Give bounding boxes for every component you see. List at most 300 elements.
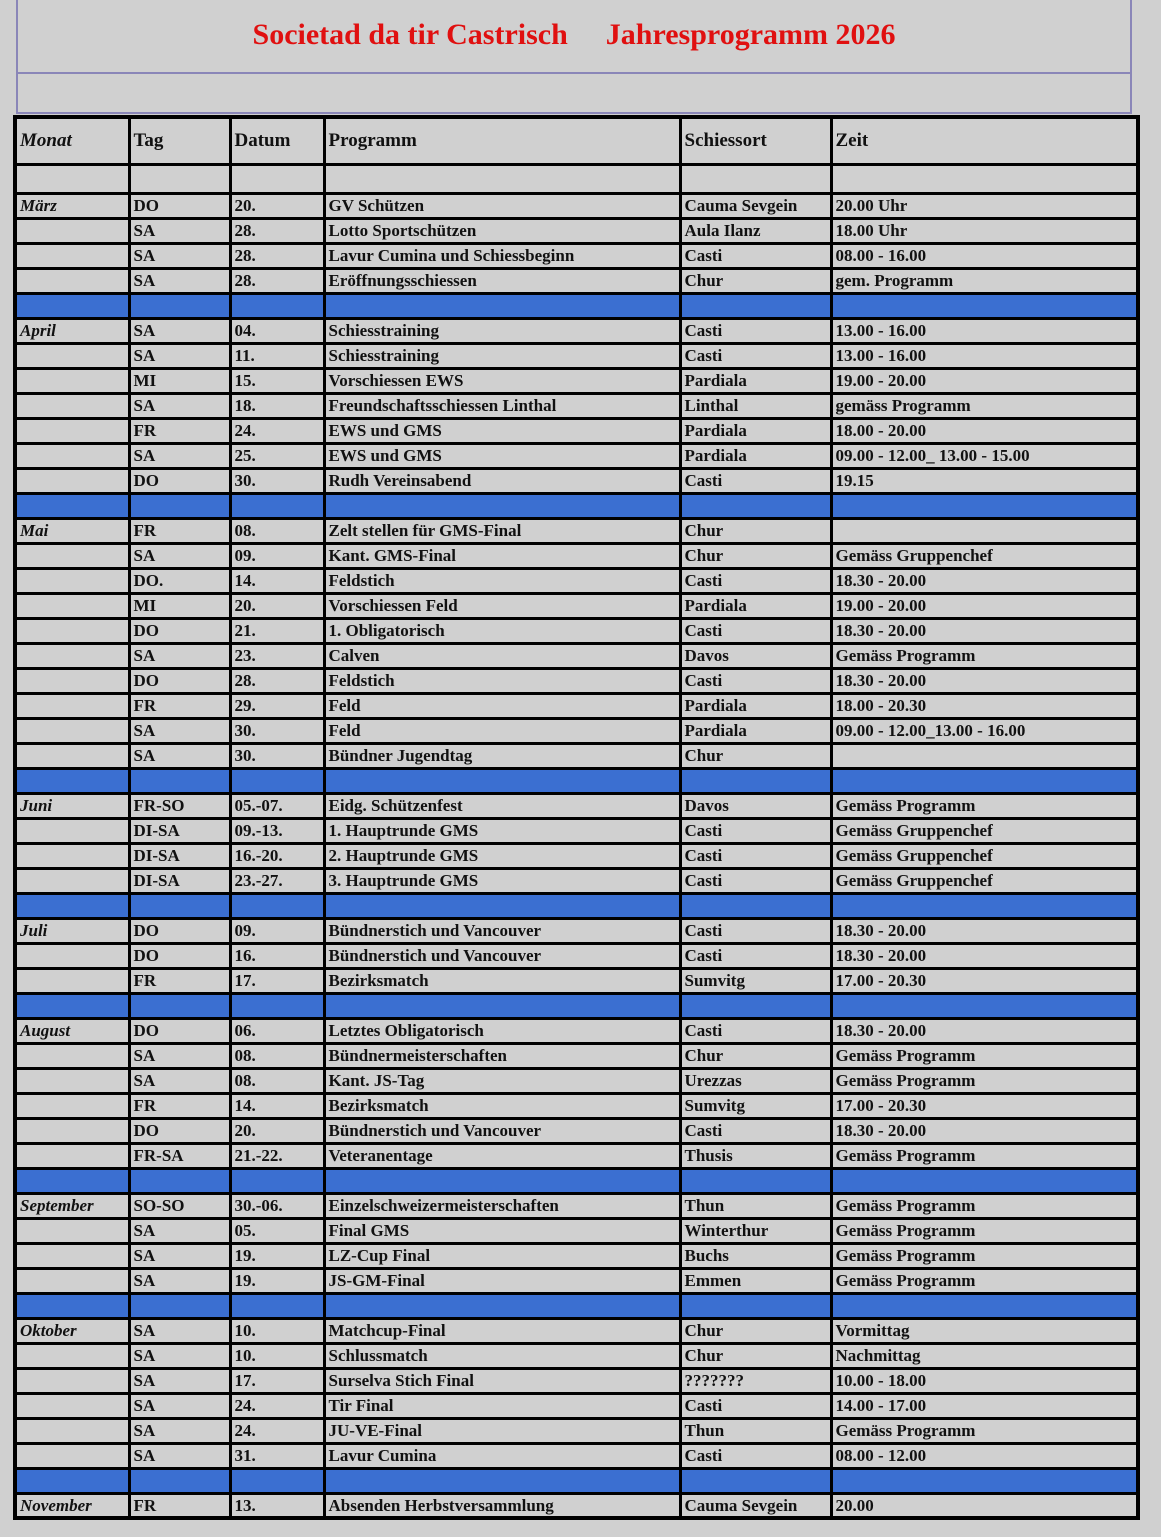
cell-ort: Pardiala xyxy=(680,443,831,468)
table-row xyxy=(15,1193,1138,1218)
cell-monat xyxy=(15,1443,129,1468)
cell-tag: FR xyxy=(129,1493,230,1518)
cell-monat xyxy=(15,1268,129,1293)
cell-programm: EWS und GMS xyxy=(324,418,680,443)
cell-programm: Einzelschweizermeisterschaften xyxy=(324,1193,680,1218)
program-table xyxy=(13,115,1140,1520)
cell-datum: 05.-07. xyxy=(230,793,324,818)
cell-ort: Emmen xyxy=(680,1268,831,1293)
cell-datum: 06. xyxy=(230,1018,324,1043)
cell-ort: Pardiala xyxy=(680,718,831,743)
cell-programm: GV Schützen xyxy=(324,193,680,218)
table-row xyxy=(15,243,1138,268)
cell-monat xyxy=(15,593,129,618)
table-row xyxy=(15,1443,1138,1468)
cell-programm: Eröffnungsschiessen xyxy=(324,268,680,293)
cell-ort: Chur xyxy=(680,518,831,543)
cell-zeit: 20.00 xyxy=(831,1493,1138,1518)
cell-datum: 20. xyxy=(230,1118,324,1143)
col-header-schiessort: Schiessort xyxy=(680,117,831,164)
cell-datum: 19. xyxy=(230,1268,324,1293)
cell-tag: DI-SA xyxy=(129,843,230,868)
cell-tag: SA xyxy=(129,1368,230,1393)
cell-monat: März xyxy=(15,193,129,218)
table-row xyxy=(15,793,1138,818)
cell-ort: Casti xyxy=(680,843,831,868)
cell-monat xyxy=(15,868,129,893)
cell-ort: Chur xyxy=(680,543,831,568)
cell-zeit: 18.30 - 20.00 xyxy=(831,943,1138,968)
cell-monat xyxy=(15,1043,129,1068)
cell-ort: Sumvitg xyxy=(680,968,831,993)
cell-zeit: 17.00 - 20.30 xyxy=(831,1093,1138,1118)
cell-zeit: Gemäss Programm xyxy=(831,1218,1138,1243)
cell-monat xyxy=(15,568,129,593)
club-name: Societad da tir Castrisch xyxy=(252,18,568,51)
cell-zeit: 10.00 - 18.00 xyxy=(831,1368,1138,1393)
table-row xyxy=(15,668,1138,693)
cell-ort: Cauma Sevgein xyxy=(680,193,831,218)
cell-tag: MI xyxy=(129,593,230,618)
cell-datum: 20. xyxy=(230,593,324,618)
cell-zeit: 18.00 Uhr xyxy=(831,218,1138,243)
month-separator-row xyxy=(15,993,1138,1018)
cell-programm: Feldstich xyxy=(324,568,680,593)
cell-tag: SA xyxy=(129,1318,230,1343)
cell-zeit: 19.00 - 20.00 xyxy=(831,593,1138,618)
cell-zeit: 13.00 - 16.00 xyxy=(831,343,1138,368)
cell-datum: 19. xyxy=(230,1243,324,1268)
cell-tag: FR xyxy=(129,1093,230,1118)
cell-programm: Surselva Stich Final xyxy=(324,1368,680,1393)
cell-ort: Casti xyxy=(680,918,831,943)
cell-zeit: Gemäss Programm xyxy=(831,793,1138,818)
cell-tag: FR xyxy=(129,968,230,993)
cell-datum: 15. xyxy=(230,368,324,393)
cell-programm: Vorschiessen Feld xyxy=(324,593,680,618)
cell-zeit: 17.00 - 20.30 xyxy=(831,968,1138,993)
cell-programm: Bündnerstich und Vancouver xyxy=(324,943,680,968)
cell-monat xyxy=(15,343,129,368)
cell-ort: Casti xyxy=(680,868,831,893)
cell-ort: Casti xyxy=(680,818,831,843)
table-row xyxy=(15,393,1138,418)
cell-programm: Rudh Vereinsabend xyxy=(324,468,680,493)
table-body xyxy=(15,193,1138,1518)
cell-ort: Casti xyxy=(680,1443,831,1468)
cell-zeit: gem. Programm xyxy=(831,268,1138,293)
cell-datum: 14. xyxy=(230,568,324,593)
cell-ort: Thusis xyxy=(680,1143,831,1168)
cell-programm: Lotto Sportschützen xyxy=(324,218,680,243)
cell-datum: 16.-20. xyxy=(230,843,324,868)
cell-programm: Feldstich xyxy=(324,668,680,693)
cell-monat xyxy=(15,393,129,418)
cell-monat xyxy=(15,1368,129,1393)
cell-ort: Aula Ilanz xyxy=(680,218,831,243)
table-row xyxy=(15,743,1138,768)
cell-ort: Casti xyxy=(680,943,831,968)
table-row xyxy=(15,218,1138,243)
cell-programm: EWS und GMS xyxy=(324,443,680,468)
table-row xyxy=(15,593,1138,618)
cell-monat xyxy=(15,218,129,243)
table-row xyxy=(15,1343,1138,1368)
program-title: Jahresprogramm 2026 xyxy=(605,18,896,51)
cell-programm: Freundschaftsschiessen Linthal xyxy=(324,393,680,418)
cell-zeit: Nachmittag xyxy=(831,1343,1138,1368)
cell-monat xyxy=(15,1068,129,1093)
cell-ort: Chur xyxy=(680,743,831,768)
cell-datum: 30.-06. xyxy=(230,1193,324,1218)
cell-zeit: 09.00 - 12.00_13.00 - 16.00 xyxy=(831,718,1138,743)
table-row xyxy=(15,443,1138,468)
cell-programm: Final GMS xyxy=(324,1218,680,1243)
cell-programm: Schiesstraining xyxy=(324,318,680,343)
cell-programm: Veteranentage xyxy=(324,1143,680,1168)
cell-zeit: 14.00 - 17.00 xyxy=(831,1393,1138,1418)
cell-monat xyxy=(15,743,129,768)
cell-monat: Mai xyxy=(15,518,129,543)
table-row xyxy=(15,1118,1138,1143)
cell-programm: 1. Obligatorisch xyxy=(324,618,680,643)
cell-zeit: Vormittag xyxy=(831,1318,1138,1343)
cell-tag: FR xyxy=(129,418,230,443)
cell-tag: SA xyxy=(129,743,230,768)
cell-datum: 09. xyxy=(230,543,324,568)
cell-ort: Thun xyxy=(680,1418,831,1443)
cell-monat xyxy=(15,718,129,743)
cell-tag: SA xyxy=(129,1443,230,1468)
cell-programm: 3. Hauptrunde GMS xyxy=(324,868,680,893)
cell-datum: 30. xyxy=(230,468,324,493)
cell-programm: Bündner Jugendtag xyxy=(324,743,680,768)
cell-datum: 28. xyxy=(230,218,324,243)
table-header xyxy=(15,117,1138,164)
cell-datum: 14. xyxy=(230,1093,324,1118)
month-separator-row xyxy=(15,1468,1138,1493)
table-row xyxy=(15,1243,1138,1268)
cell-zeit: 19.00 - 20.00 xyxy=(831,368,1138,393)
cell-ort: Winterthur xyxy=(680,1218,831,1243)
cell-datum: 30. xyxy=(230,718,324,743)
cell-datum: 08. xyxy=(230,518,324,543)
cell-zeit: Gemäss Programm xyxy=(831,1143,1138,1168)
cell-datum: 09.-13. xyxy=(230,818,324,843)
cell-zeit: 18.30 - 20.00 xyxy=(831,618,1138,643)
cell-ort: Linthal xyxy=(680,393,831,418)
cell-programm: Zelt stellen für GMS-Final xyxy=(324,518,680,543)
cell-ort: Pardiala xyxy=(680,593,831,618)
cell-programm: Schlussmatch xyxy=(324,1343,680,1368)
cell-zeit: Gemäss Gruppenchef xyxy=(831,543,1138,568)
cell-monat xyxy=(15,618,129,643)
cell-zeit: Gemäss Gruppenchef xyxy=(831,818,1138,843)
cell-ort: Thun xyxy=(680,1193,831,1218)
cell-monat: September xyxy=(15,1193,129,1218)
cell-programm: LZ-Cup Final xyxy=(324,1243,680,1268)
cell-programm: Bündnermeisterschaften xyxy=(324,1043,680,1068)
cell-monat xyxy=(15,643,129,668)
table-row xyxy=(15,818,1138,843)
cell-programm: Letztes Obligatorisch xyxy=(324,1018,680,1043)
cell-datum: 24. xyxy=(230,418,324,443)
cell-monat xyxy=(15,243,129,268)
table-row xyxy=(15,693,1138,718)
cell-monat: August xyxy=(15,1018,129,1043)
cell-programm: Tir Final xyxy=(324,1393,680,1418)
cell-tag: SA xyxy=(129,1343,230,1368)
cell-datum: 18. xyxy=(230,393,324,418)
cell-tag: SA xyxy=(129,1243,230,1268)
cell-programm: JU-VE-Final xyxy=(324,1418,680,1443)
cell-datum: 30. xyxy=(230,743,324,768)
cell-ort: Pardiala xyxy=(680,693,831,718)
table-row xyxy=(15,1093,1138,1118)
table-row xyxy=(15,568,1138,593)
table-row xyxy=(15,518,1138,543)
cell-datum: 13. xyxy=(230,1493,324,1518)
cell-programm: JS-GM-Final xyxy=(324,1268,680,1293)
table-row xyxy=(15,418,1138,443)
cell-ort: Casti xyxy=(680,1018,831,1043)
cell-programm: Feld xyxy=(324,718,680,743)
table-row xyxy=(15,1393,1138,1418)
cell-monat xyxy=(15,1143,129,1168)
cell-datum: 09. xyxy=(230,918,324,943)
table-row xyxy=(15,543,1138,568)
cell-zeit: 20.00 Uhr xyxy=(831,193,1138,218)
month-separator-row xyxy=(15,293,1138,318)
cell-datum: 23.-27. xyxy=(230,868,324,893)
month-separator-row xyxy=(15,1168,1138,1193)
cell-monat xyxy=(15,943,129,968)
cell-datum: 21.-22. xyxy=(230,1143,324,1168)
cell-monat xyxy=(15,1343,129,1368)
col-header-datum: Datum xyxy=(230,117,324,164)
cell-tag: SA xyxy=(129,243,230,268)
cell-tag: SA xyxy=(129,718,230,743)
cell-datum: 16. xyxy=(230,943,324,968)
cell-tag: SA xyxy=(129,393,230,418)
cell-datum: 04. xyxy=(230,318,324,343)
cell-tag: DO. xyxy=(129,568,230,593)
cell-datum: 23. xyxy=(230,643,324,668)
cell-zeit xyxy=(831,743,1138,768)
cell-programm: Eidg. Schützenfest xyxy=(324,793,680,818)
cell-zeit: Gemäss Programm xyxy=(831,1193,1138,1218)
cell-ort: Pardiala xyxy=(680,418,831,443)
cell-ort: Pardiala xyxy=(680,368,831,393)
cell-tag: DO xyxy=(129,1018,230,1043)
cell-tag: FR xyxy=(129,693,230,718)
table-row xyxy=(15,1368,1138,1393)
cell-zeit: Gemäss Programm xyxy=(831,643,1138,668)
table-row xyxy=(15,193,1138,218)
cell-tag: DO xyxy=(129,193,230,218)
table-row xyxy=(15,868,1138,893)
cell-ort: Casti xyxy=(680,1393,831,1418)
cell-programm: Kant. GMS-Final xyxy=(324,543,680,568)
cell-ort: Casti xyxy=(680,468,831,493)
cell-tag: SA xyxy=(129,1393,230,1418)
cell-ort: Casti xyxy=(680,318,831,343)
cell-ort: Chur xyxy=(680,268,831,293)
cell-programm: Feld xyxy=(324,693,680,718)
cell-zeit: 09.00 - 12.00_ 13.00 - 15.00 xyxy=(831,443,1138,468)
cell-datum: 25. xyxy=(230,443,324,468)
cell-monat xyxy=(15,968,129,993)
cell-datum: 29. xyxy=(230,693,324,718)
cell-zeit: 19.15 xyxy=(831,468,1138,493)
cell-programm: Bezirksmatch xyxy=(324,968,680,993)
col-header-zeit: Zeit xyxy=(831,117,1138,164)
cell-tag: SA xyxy=(129,318,230,343)
cell-ort: Davos xyxy=(680,793,831,818)
cell-monat: Juli xyxy=(15,918,129,943)
table-row xyxy=(15,343,1138,368)
cell-monat xyxy=(15,818,129,843)
cell-zeit: 18.00 - 20.00 xyxy=(831,418,1138,443)
table-row xyxy=(15,1068,1138,1093)
cell-tag: DO xyxy=(129,918,230,943)
table-row xyxy=(15,943,1138,968)
cell-monat xyxy=(15,843,129,868)
month-separator-row xyxy=(15,493,1138,518)
cell-programm: Lavur Cumina und Schiessbeginn xyxy=(324,243,680,268)
cell-zeit: Gemäss Programm xyxy=(831,1418,1138,1443)
cell-tag: DO xyxy=(129,468,230,493)
table-row xyxy=(15,1218,1138,1243)
cell-datum: 11. xyxy=(230,343,324,368)
cell-ort: Davos xyxy=(680,643,831,668)
cell-datum: 28. xyxy=(230,668,324,693)
cell-tag: DO xyxy=(129,618,230,643)
cell-zeit: 18.30 - 20.00 xyxy=(831,568,1138,593)
cell-tag: SA xyxy=(129,543,230,568)
cell-zeit: Gemäss Gruppenchef xyxy=(831,868,1138,893)
cell-tag: SA xyxy=(129,443,230,468)
cell-programm: Absenden Herbstversammlung xyxy=(324,1493,680,1518)
cell-ort: Buchs xyxy=(680,1243,831,1268)
month-separator-row xyxy=(15,893,1138,918)
cell-ort: Casti xyxy=(680,243,831,268)
cell-datum: 10. xyxy=(230,1343,324,1368)
cell-tag: FR xyxy=(129,518,230,543)
cell-ort: Casti xyxy=(680,343,831,368)
cell-tag: SA xyxy=(129,643,230,668)
cell-datum: 21. xyxy=(230,618,324,643)
cell-ort: Chur xyxy=(680,1318,831,1343)
table-row xyxy=(15,1318,1138,1343)
cell-ort: ??????? xyxy=(680,1368,831,1393)
cell-programm: 2. Hauptrunde GMS xyxy=(324,843,680,868)
table-row xyxy=(15,1493,1138,1518)
cell-datum: 24. xyxy=(230,1393,324,1418)
cell-tag: SA xyxy=(129,1218,230,1243)
table-row xyxy=(15,318,1138,343)
col-header-tag: Tag xyxy=(129,117,230,164)
cell-monat xyxy=(15,1418,129,1443)
cell-monat xyxy=(15,668,129,693)
table-row xyxy=(15,368,1138,393)
cell-monat xyxy=(15,268,129,293)
cell-zeit: Gemäss Programm xyxy=(831,1268,1138,1293)
cell-zeit: 08.00 - 16.00 xyxy=(831,243,1138,268)
cell-zeit: Gemäss Programm xyxy=(831,1068,1138,1093)
cell-datum: 28. xyxy=(230,243,324,268)
cell-programm: Kant. JS-Tag xyxy=(324,1068,680,1093)
cell-monat: April xyxy=(15,318,129,343)
blank-row xyxy=(15,164,1138,193)
col-header-monat: Monat xyxy=(15,117,129,164)
table-row xyxy=(15,618,1138,643)
cell-ort: Casti xyxy=(680,618,831,643)
cell-monat xyxy=(15,1093,129,1118)
cell-datum: 24. xyxy=(230,1418,324,1443)
cell-tag: DI-SA xyxy=(129,868,230,893)
cell-monat xyxy=(15,368,129,393)
table-row xyxy=(15,1043,1138,1068)
cell-datum: 28. xyxy=(230,268,324,293)
cell-monat xyxy=(15,693,129,718)
table-row xyxy=(15,968,1138,993)
table-row xyxy=(15,468,1138,493)
cell-datum: 05. xyxy=(230,1218,324,1243)
cell-datum: 17. xyxy=(230,1368,324,1393)
cell-ort: Sumvitg xyxy=(680,1093,831,1118)
cell-monat xyxy=(15,1218,129,1243)
cell-programm: Bündnerstich und Vancouver xyxy=(324,918,680,943)
cell-zeit: gemäss Programm xyxy=(831,393,1138,418)
cell-monat xyxy=(15,543,129,568)
cell-tag: DI-SA xyxy=(129,818,230,843)
cell-tag: SO-SO xyxy=(129,1193,230,1218)
cell-programm: Calven xyxy=(324,643,680,668)
cell-zeit: Gemäss Programm xyxy=(831,1243,1138,1268)
table-row xyxy=(15,1143,1138,1168)
table-row xyxy=(15,843,1138,868)
cell-programm: Bezirksmatch xyxy=(324,1093,680,1118)
cell-monat xyxy=(15,1243,129,1268)
cell-zeit: 13.00 - 16.00 xyxy=(831,318,1138,343)
table-row xyxy=(15,918,1138,943)
cell-zeit: 18.30 - 20.00 xyxy=(831,918,1138,943)
cell-datum: 20. xyxy=(230,193,324,218)
cell-tag: DO xyxy=(129,668,230,693)
table-row xyxy=(15,643,1138,668)
cell-programm: Matchcup-Final xyxy=(324,1318,680,1343)
cell-datum: 31. xyxy=(230,1443,324,1468)
title-banner xyxy=(16,0,1132,74)
cell-monat: November xyxy=(15,1493,129,1518)
cell-datum: 08. xyxy=(230,1068,324,1093)
cell-tag: DO xyxy=(129,943,230,968)
cell-monat: Juni xyxy=(15,793,129,818)
cell-tag: SA xyxy=(129,268,230,293)
cell-programm: Vorschiessen EWS xyxy=(324,368,680,393)
table-row xyxy=(15,268,1138,293)
cell-ort: Casti xyxy=(680,568,831,593)
cell-tag: SA xyxy=(129,1068,230,1093)
cell-tag: FR-SO xyxy=(129,793,230,818)
cell-programm: Bündnerstich und Vancouver xyxy=(324,1118,680,1143)
cell-programm: Schiesstraining xyxy=(324,343,680,368)
cell-monat xyxy=(15,468,129,493)
cell-zeit: 18.30 - 20.00 xyxy=(831,668,1138,693)
cell-tag: FR-SA xyxy=(129,1143,230,1168)
cell-ort: Cauma Sevgein xyxy=(680,1493,831,1518)
